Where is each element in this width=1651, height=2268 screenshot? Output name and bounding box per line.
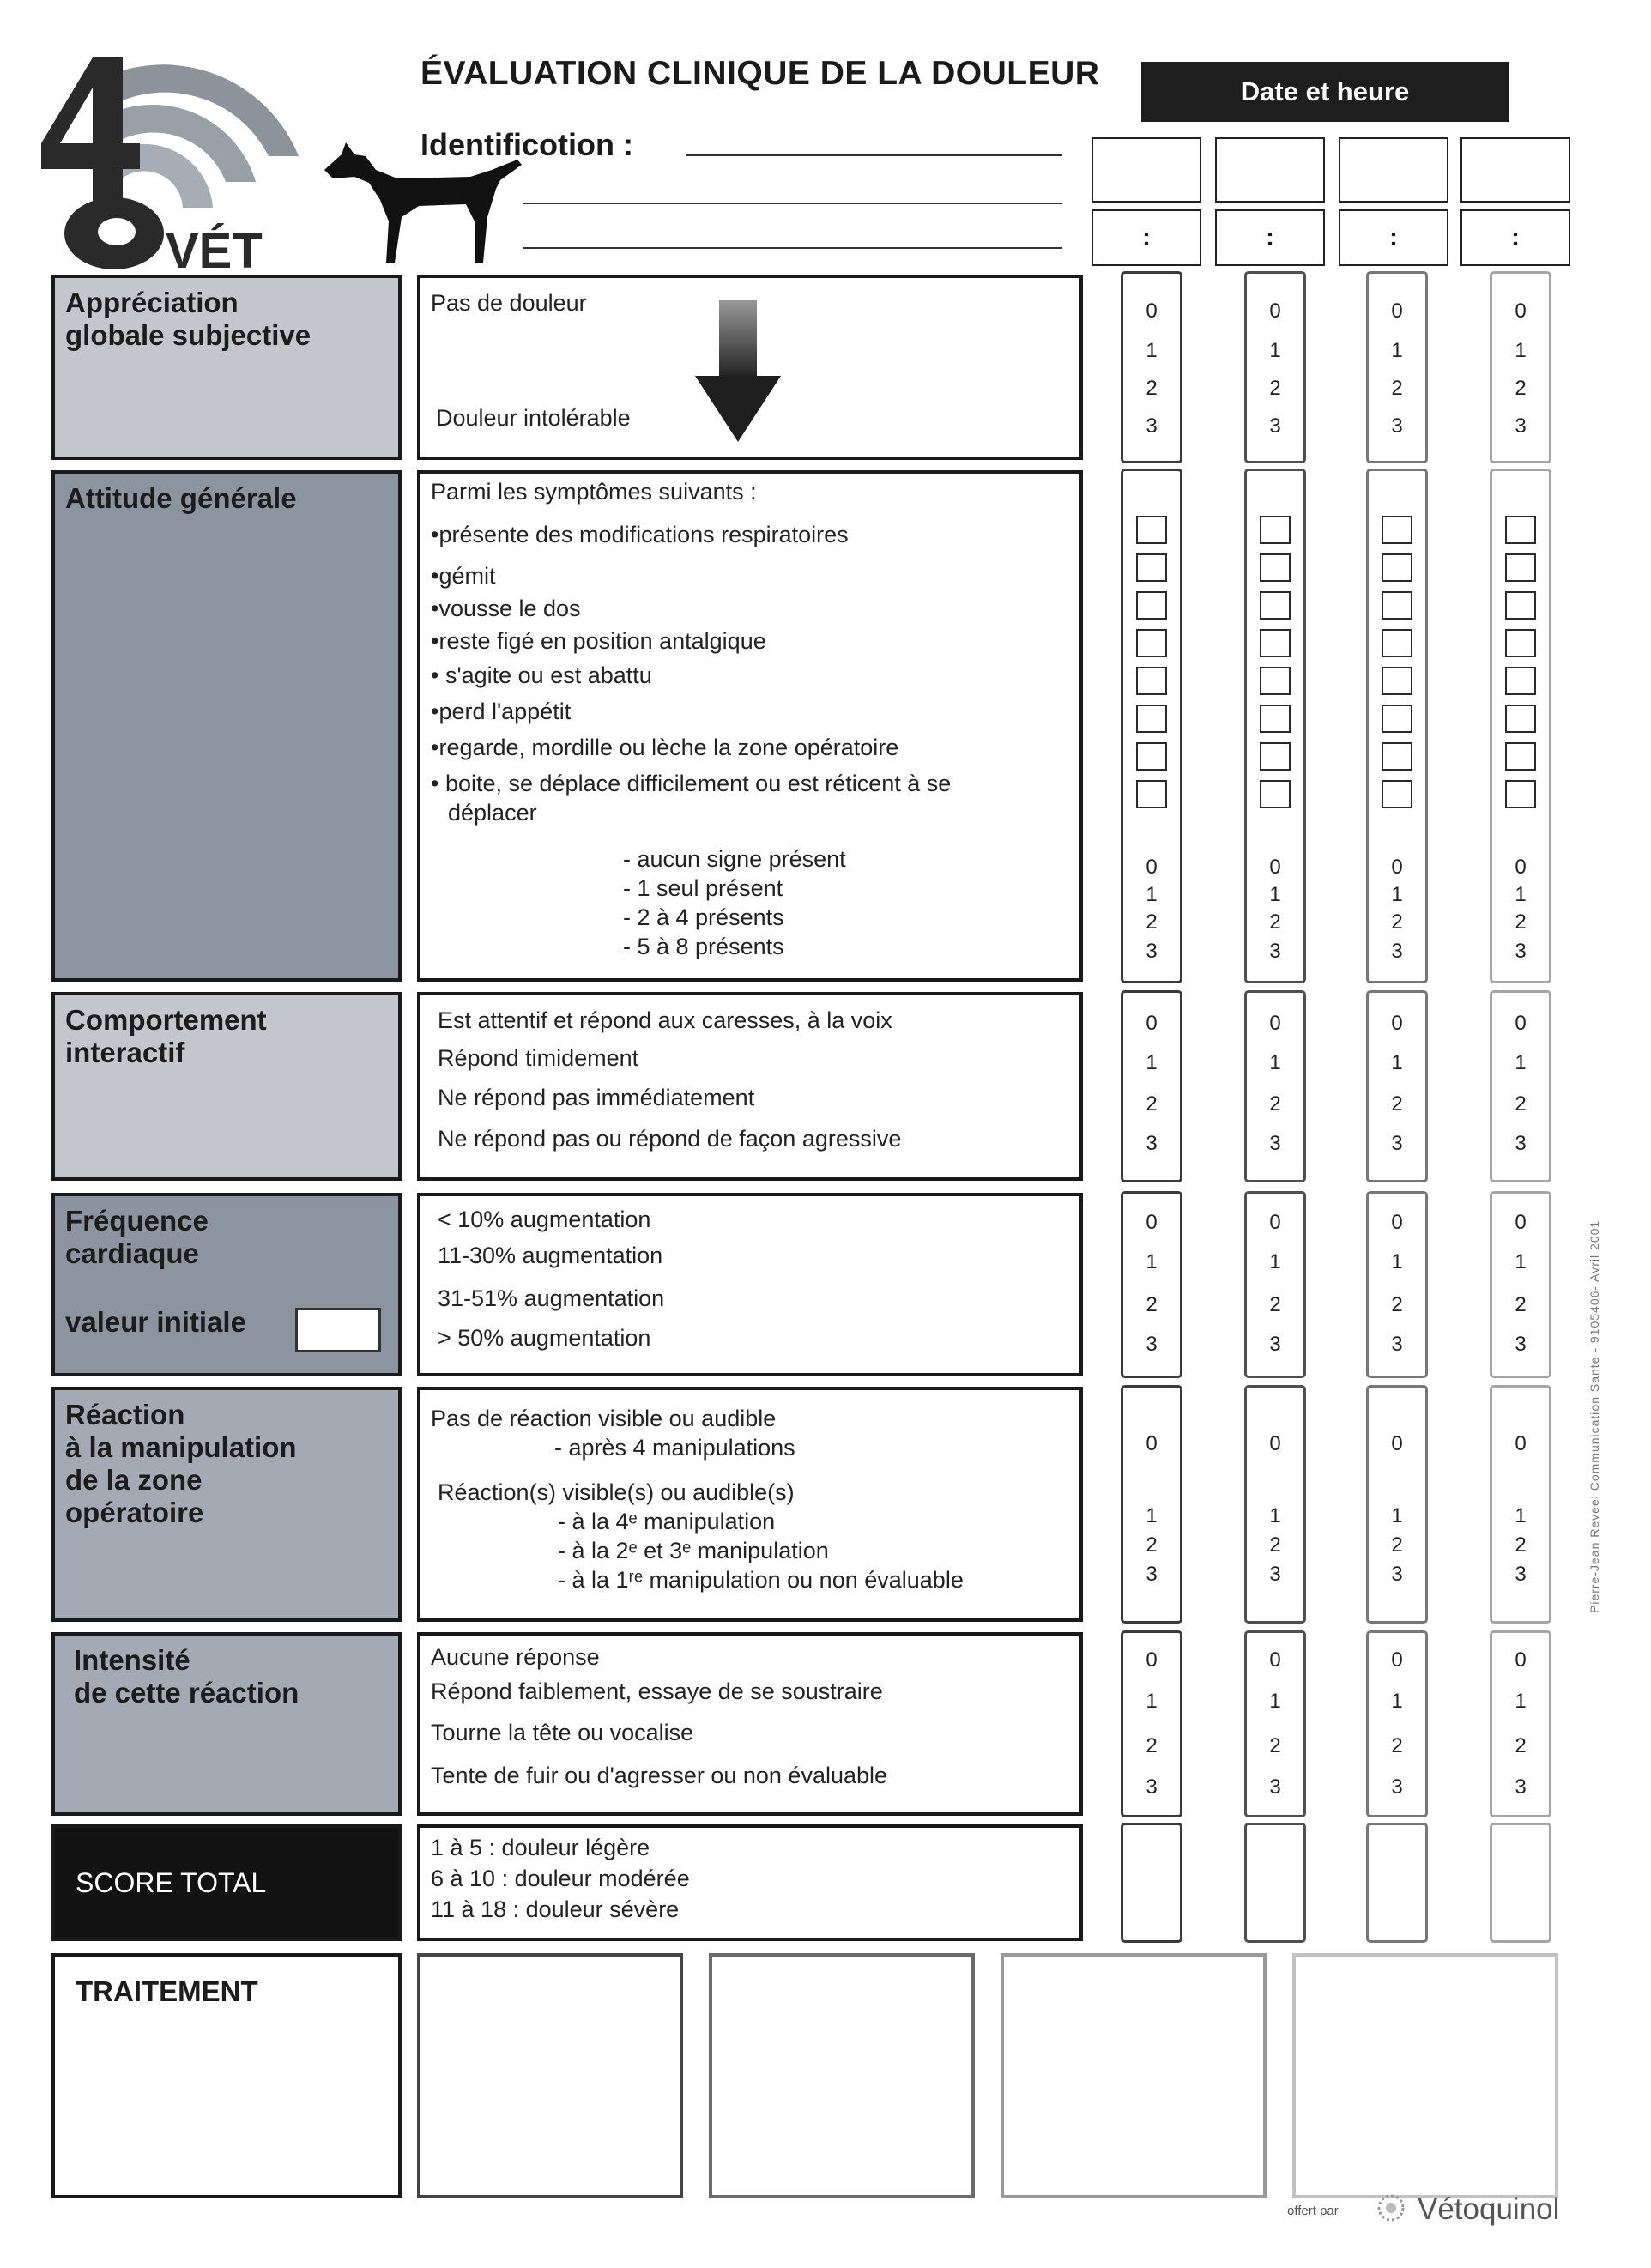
comportement-score-column-1 — [1121, 990, 1182, 1182]
score-option-2[interactable]: 2 — [1515, 1533, 1527, 1557]
time-field-1[interactable]: : — [1092, 209, 1201, 266]
offert-par-text: offert par — [1287, 2204, 1339, 2218]
identification-line-3[interactable] — [523, 247, 1062, 249]
frequence-line: 31-51% augmentation — [438, 1285, 665, 1311]
arrow-down-icon — [695, 300, 781, 446]
score-option-1[interactable]: 1 — [1146, 1690, 1158, 1713]
valeur-initiale-label: valeur initiale — [65, 1306, 246, 1338]
score-option-2[interactable]: 2 — [1146, 377, 1158, 400]
score-legend-line: 6 à 10 : douleur modérée — [431, 1866, 690, 1891]
score-legend-line: 11 à 18 : douleur sévère — [431, 1896, 680, 1922]
score-option-1[interactable]: 1 — [1391, 1051, 1403, 1074]
identification-line-1[interactable] — [686, 154, 1062, 156]
symptom-item: •présente des modifications respiratoires — [431, 522, 849, 547]
symptom-checkbox[interactable] — [1260, 516, 1291, 544]
vetoquinol-brand: Vétoquinol — [1418, 2192, 1560, 2226]
score-option-0[interactable]: 0 — [1146, 1648, 1158, 1672]
score-option-3[interactable]: 3 — [1515, 1563, 1527, 1586]
score-option-0[interactable]: 0 — [1146, 299, 1158, 323]
symptom-item: •vousse le dos — [431, 596, 581, 621]
score-option-2[interactable]: 2 — [1269, 1533, 1281, 1557]
score-option-1[interactable]: 1 — [1391, 1690, 1403, 1713]
symptom-checkbox[interactable] — [1505, 629, 1536, 657]
frequence-line: < 10% augmentation — [438, 1207, 651, 1232]
date-heure-header: Date et heure — [1141, 62, 1509, 122]
traitement-box-3[interactable] — [1001, 1953, 1267, 2198]
frequence-title: Fréquence cardiaque — [65, 1205, 209, 1269]
symptom-item: •gémit — [431, 563, 496, 589]
score-total-legend — [417, 1824, 1083, 1941]
identification-line-2[interactable] — [523, 203, 1062, 204]
frequence-line: > 50% augmentation — [438, 1325, 651, 1351]
attitude-description — [417, 470, 1083, 982]
traitement-box-1[interactable] — [417, 1953, 683, 2198]
reaction-line: Pas de réaction visible ou audible — [431, 1406, 777, 1431]
score-option-3[interactable]: 3 — [1269, 1775, 1281, 1799]
intensite-line: Tente de fuir ou d'agresser ou non évaluable — [431, 1763, 888, 1788]
score-option-1[interactable]: 1 — [1515, 1250, 1527, 1273]
frequence-score-column-1 — [1121, 1191, 1182, 1378]
attitude-intro: Parmi les symptômes suivants : — [431, 479, 757, 505]
appreciation-top-text: Pas de douleur — [431, 290, 587, 316]
score_total-score-column-4[interactable] — [1490, 1823, 1551, 1943]
score-option-2[interactable]: 2 — [1146, 1092, 1158, 1116]
score-option-0[interactable]: 0 — [1515, 856, 1527, 879]
vetoquinol-logo-icon — [1371, 2188, 1411, 2228]
score-option-3[interactable]: 3 — [1391, 414, 1403, 438]
score-option-3[interactable]: 3 — [1391, 940, 1403, 963]
score-option-2[interactable]: 2 — [1391, 910, 1403, 934]
score-option-1[interactable]: 1 — [1391, 883, 1403, 906]
symptom-checkbox[interactable] — [1505, 591, 1536, 620]
score-option-2[interactable]: 2 — [1146, 1533, 1158, 1557]
date-field-4[interactable] — [1460, 137, 1570, 203]
score-option-0[interactable]: 0 — [1515, 1432, 1527, 1455]
score-option-2[interactable]: 2 — [1391, 377, 1403, 400]
symptom-checkbox[interactable] — [1382, 742, 1412, 771]
score-option-1[interactable]: 1 — [1515, 1690, 1527, 1713]
score-option-2[interactable]: 2 — [1391, 1293, 1403, 1316]
count-item: - 5 à 8 présents — [623, 934, 784, 959]
count-item: - aucun signe présent — [623, 846, 846, 872]
appreciation-score-column-1 — [1121, 271, 1182, 463]
symptom-checkbox[interactable] — [1260, 667, 1291, 695]
score-option-2[interactable]: 2 — [1269, 377, 1281, 400]
score-option-3[interactable]: 3 — [1146, 1775, 1158, 1799]
score-option-1[interactable]: 1 — [1269, 1051, 1281, 1074]
count-item: - 2 à 4 présents — [623, 904, 784, 930]
score-option-0[interactable]: 0 — [1269, 1012, 1281, 1035]
symptom-item: déplacer — [448, 800, 537, 826]
score-option-0[interactable]: 0 — [1515, 1211, 1527, 1234]
intensite-label: Intensité de cette réaction — [51, 1632, 402, 1816]
score-option-1[interactable]: 1 — [1269, 1504, 1281, 1527]
score-option-1[interactable]: 1 — [1515, 883, 1527, 906]
frequence-line: 11-30% augmentation — [438, 1243, 663, 1268]
score-option-1[interactable]: 1 — [1269, 1250, 1281, 1273]
score-option-3[interactable]: 3 — [1391, 1775, 1403, 1799]
intensite-description — [417, 1632, 1083, 1816]
reaction-line: Réaction(s) visible(s) ou audible(s) — [438, 1479, 795, 1505]
symptom-checkbox[interactable] — [1382, 553, 1412, 582]
frequence-score-column-4 — [1490, 1191, 1551, 1378]
comportement-score-column-4 — [1490, 990, 1551, 1182]
score-option-2[interactable]: 2 — [1515, 1293, 1527, 1316]
symptom-checkbox[interactable] — [1260, 591, 1291, 620]
score-option-1[interactable]: 1 — [1146, 339, 1158, 362]
score_total-score-column-3[interactable] — [1366, 1823, 1428, 1943]
intensite-score-column-1 — [1121, 1630, 1182, 1817]
symptom-checkbox[interactable] — [1260, 705, 1291, 733]
symptom-item: •reste figé en position antalgique — [431, 628, 766, 654]
4avet-logo — [41, 53, 299, 272]
score-option-3[interactable]: 3 — [1515, 1775, 1527, 1799]
symptom-item: • boite, se déplace difficilement ou est réticent à se — [431, 771, 952, 796]
score-option-3[interactable]: 3 — [1515, 414, 1527, 438]
comportement-line: Répond timidement — [438, 1045, 639, 1071]
score-option-3[interactable]: 3 — [1146, 940, 1158, 963]
count-item: - 1 seul présent — [623, 875, 783, 901]
score-option-0[interactable]: 0 — [1269, 856, 1281, 879]
score-option-1[interactable]: 1 — [1146, 883, 1158, 906]
intensite-line: Aucune réponse — [431, 1644, 600, 1670]
score-option-1[interactable]: 1 — [1391, 1250, 1403, 1273]
traitement-box-2[interactable] — [709, 1953, 975, 2198]
attitude-score-column-2 — [1244, 469, 1306, 983]
score-option-2[interactable]: 2 — [1391, 1092, 1403, 1116]
comportement-line: Ne répond pas immédiatement — [438, 1085, 755, 1110]
symptom-checkbox[interactable] — [1136, 629, 1167, 657]
frequence-score-column-2 — [1244, 1191, 1306, 1378]
traitement-label: TRAITEMENT — [51, 1953, 402, 2198]
score-option-0[interactable]: 0 — [1269, 299, 1281, 323]
score-option-0[interactable]: 0 — [1146, 1432, 1158, 1455]
symptom-checkbox[interactable] — [1260, 553, 1291, 582]
appreciation-label: Appréciation globale subjective — [51, 275, 402, 460]
score-option-0[interactable]: 0 — [1391, 856, 1403, 879]
score-option-2[interactable]: 2 — [1269, 1734, 1281, 1757]
symptom-checkbox[interactable] — [1505, 553, 1536, 582]
score-option-3[interactable]: 3 — [1269, 414, 1281, 438]
reaction-line: - à la 1ʳᵉ manipulation ou non évaluable — [558, 1567, 964, 1593]
score-option-1[interactable]: 1 — [1515, 339, 1527, 362]
attitude-score-column-4 — [1490, 469, 1551, 983]
intensite-score-column-3 — [1366, 1630, 1428, 1817]
date-field-2[interactable] — [1215, 137, 1325, 203]
attitude-score-column-3 — [1366, 469, 1428, 983]
comportement-label: Comportement interactif — [51, 992, 402, 1181]
score-option-2[interactable]: 2 — [1146, 1293, 1158, 1316]
score-option-0[interactable]: 0 — [1391, 1211, 1403, 1234]
score-option-1[interactable]: 1 — [1391, 1504, 1403, 1527]
score-option-0[interactable]: 0 — [1146, 1012, 1158, 1035]
score-option-3[interactable]: 3 — [1269, 940, 1281, 963]
score-option-3[interactable]: 3 — [1515, 940, 1527, 963]
symptom-checkbox[interactable] — [1136, 742, 1167, 771]
score-option-3[interactable]: 3 — [1269, 1333, 1281, 1356]
score-option-2[interactable]: 2 — [1269, 1092, 1281, 1116]
score-option-0[interactable]: 0 — [1269, 1211, 1281, 1234]
page-title: ÉVALUATION CLINIQUE DE LA DOULEUR — [420, 55, 1100, 92]
score-option-0[interactable]: 0 — [1391, 299, 1403, 323]
valeur-initiale-input[interactable] — [295, 1308, 381, 1352]
score-option-0[interactable]: 0 — [1146, 1211, 1158, 1234]
score-option-2[interactable]: 2 — [1515, 377, 1527, 400]
frequence-label — [51, 1193, 402, 1376]
comportement-line: Ne répond pas ou répond de façon agressive — [438, 1126, 902, 1152]
score-option-3[interactable]: 3 — [1515, 1132, 1527, 1155]
symptom-checkbox[interactable] — [1505, 780, 1536, 808]
reaction-line: - à la 2ᵉ et 3ᵉ manipulation — [558, 1538, 829, 1563]
identification-label: Identificotion : — [420, 127, 633, 162]
score-option-0[interactable]: 0 — [1269, 1648, 1281, 1672]
symptom-checkbox[interactable] — [1382, 591, 1412, 620]
score-option-2[interactable]: 2 — [1269, 910, 1281, 934]
symptom-checkbox[interactable] — [1382, 629, 1412, 657]
symptom-checkbox[interactable] — [1260, 780, 1291, 808]
reaction-line: - après 4 manipulations — [554, 1435, 795, 1461]
time-field-4[interactable]: : — [1460, 209, 1570, 266]
symptom-item: •regarde, mordille ou lèche la zone opératoire — [431, 735, 899, 760]
score-option-3[interactable]: 3 — [1269, 1132, 1281, 1155]
score-option-2[interactable]: 2 — [1391, 1533, 1403, 1557]
symptom-checkbox[interactable] — [1136, 705, 1167, 733]
score_total-score-column-2[interactable] — [1244, 1823, 1306, 1943]
comportement-score-column-2 — [1244, 990, 1306, 1182]
score-option-2[interactable]: 2 — [1269, 1293, 1281, 1316]
reaction-description — [417, 1387, 1083, 1622]
score-option-1[interactable]: 1 — [1146, 1250, 1158, 1273]
score-total-label: SCORE TOTAL — [51, 1824, 402, 1941]
comportement-line: Est attentif et répond aux caresses, à la voix — [438, 1007, 892, 1033]
score-option-1[interactable]: 1 — [1146, 1051, 1158, 1074]
score-option-3[interactable]: 3 — [1391, 1132, 1403, 1155]
score-option-0[interactable]: 0 — [1391, 1432, 1403, 1455]
intensite-line: Répond faiblement, essaye de se soustraire — [431, 1678, 883, 1704]
symptom-checkbox[interactable] — [1505, 667, 1536, 695]
reaction-score-column-3 — [1366, 1385, 1428, 1624]
date-field-1[interactable] — [1092, 137, 1201, 203]
symptom-checkbox[interactable] — [1136, 553, 1167, 582]
score-option-0[interactable]: 0 — [1515, 1012, 1527, 1035]
score-option-0[interactable]: 0 — [1146, 856, 1158, 879]
side-credit-text: Pierre-Jean Reveel Communication Sante - 9105406- Avril 2001 — [1588, 1219, 1601, 1613]
appreciation-score-column-4 — [1490, 271, 1551, 463]
score-option-3[interactable]: 3 — [1391, 1333, 1403, 1356]
score-option-2[interactable]: 2 — [1515, 1734, 1527, 1757]
symptom-checkbox[interactable] — [1505, 516, 1536, 544]
score-option-3[interactable]: 3 — [1146, 414, 1158, 438]
score-option-1[interactable]: 1 — [1515, 1051, 1527, 1074]
comportement-score-column-3 — [1366, 990, 1428, 1182]
symptom-checkbox[interactable] — [1382, 516, 1412, 544]
score-option-3[interactable]: 3 — [1146, 1333, 1158, 1356]
score-legend-line: 1 à 5 : douleur légère — [431, 1835, 650, 1860]
symptom-checkbox[interactable] — [1505, 742, 1536, 771]
reaction-score-column-4 — [1490, 1385, 1551, 1624]
symptom-checkbox[interactable] — [1136, 591, 1167, 620]
time-field-3[interactable]: : — [1339, 209, 1448, 266]
score-option-1[interactable]: 1 — [1515, 1504, 1527, 1527]
attitude-label: Attitude générale — [51, 470, 402, 982]
score_total-score-column-1[interactable] — [1121, 1823, 1182, 1943]
score-option-0[interactable]: 0 — [1515, 299, 1527, 323]
symptom-checkbox[interactable] — [1382, 667, 1412, 695]
symptom-checkbox[interactable] — [1260, 742, 1291, 771]
symptom-checkbox[interactable] — [1136, 667, 1167, 695]
symptom-item: •perd l'appétit — [431, 699, 572, 724]
symptom-checkbox[interactable] — [1382, 705, 1412, 733]
score-option-2[interactable]: 2 — [1515, 910, 1527, 934]
score-option-3[interactable]: 3 — [1146, 1563, 1158, 1586]
intensite-line: Tourne la tête ou vocalise — [431, 1720, 694, 1745]
symptom-checkbox[interactable] — [1136, 780, 1167, 808]
appreciation-bottom-text: Douleur intolérable — [436, 405, 631, 431]
symptom-checkbox[interactable] — [1382, 780, 1412, 808]
score-option-1[interactable]: 1 — [1269, 1690, 1281, 1713]
score-option-3[interactable]: 3 — [1391, 1563, 1403, 1586]
score-option-2[interactable]: 2 — [1146, 1734, 1158, 1757]
symptom-item: • s'agite ou est abattu — [431, 662, 652, 688]
frequence-score-column-3 — [1366, 1191, 1428, 1378]
score-option-3[interactable]: 3 — [1269, 1563, 1281, 1586]
appreciation-score-column-2 — [1244, 271, 1306, 463]
time-field-2[interactable]: : — [1215, 209, 1325, 266]
appreciation-description — [417, 275, 1083, 460]
symptom-checkbox[interactable] — [1136, 516, 1167, 544]
comportement-description — [417, 992, 1083, 1181]
score-option-0[interactable]: 0 — [1391, 1648, 1403, 1672]
score-option-2[interactable]: 2 — [1146, 910, 1158, 934]
score-option-0[interactable]: 0 — [1391, 1012, 1403, 1035]
score-option-0[interactable]: 0 — [1515, 1648, 1527, 1672]
intensite-score-column-4 — [1490, 1630, 1551, 1817]
score-option-1[interactable]: 1 — [1269, 883, 1281, 906]
attitude-score-column-1 — [1121, 469, 1182, 983]
reaction-line: - à la 4ᵉ manipulation — [558, 1509, 776, 1534]
score-option-1[interactable]: 1 — [1269, 339, 1281, 362]
score-option-1[interactable]: 1 — [1146, 1504, 1158, 1527]
score-option-2[interactable]: 2 — [1391, 1734, 1403, 1757]
logo-text: VÉT — [166, 223, 263, 272]
appreciation-score-column-3 — [1366, 271, 1428, 463]
frequence-description — [417, 1193, 1083, 1376]
symptom-checkbox[interactable] — [1505, 705, 1536, 733]
score-option-3[interactable]: 3 — [1515, 1333, 1527, 1356]
traitement-box-4[interactable] — [1292, 1953, 1558, 2198]
intensite-score-column-2 — [1244, 1630, 1306, 1817]
reaction-score-column-2 — [1244, 1385, 1306, 1624]
symptom-checkbox[interactable] — [1260, 629, 1291, 657]
date-field-3[interactable] — [1339, 137, 1448, 203]
score-option-3[interactable]: 3 — [1146, 1132, 1158, 1155]
score-option-2[interactable]: 2 — [1515, 1092, 1527, 1116]
score-option-0[interactable]: 0 — [1269, 1432, 1281, 1455]
reaction-label: Réaction à la manipulation de la zone opératoire — [51, 1387, 402, 1622]
score-option-1[interactable]: 1 — [1391, 339, 1403, 362]
reaction-score-column-1 — [1121, 1385, 1182, 1624]
